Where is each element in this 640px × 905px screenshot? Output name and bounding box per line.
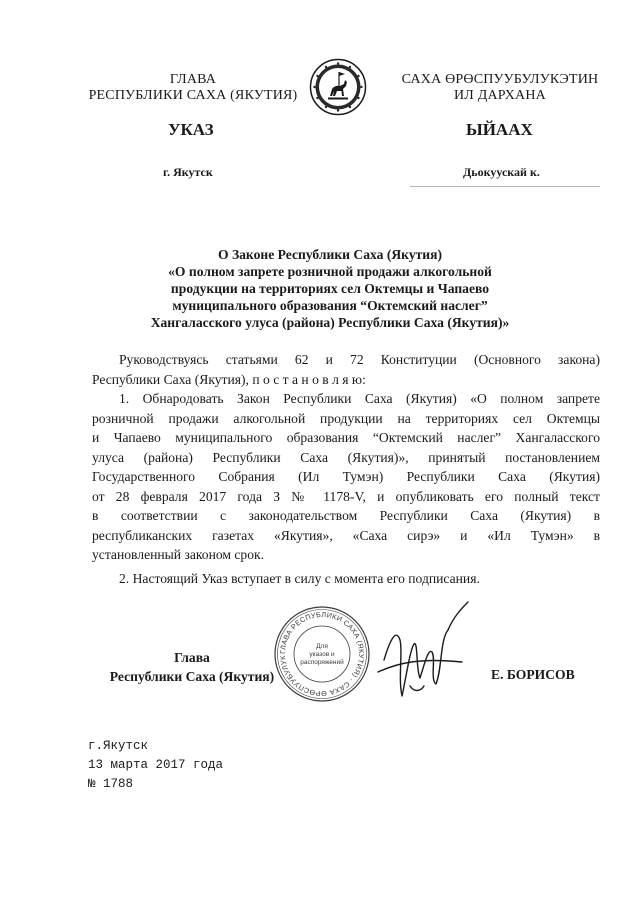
stamp-center-line: распоряжений xyxy=(300,659,344,666)
coat-of-arms-emblem xyxy=(309,58,367,116)
subject-line: О Законе Республики Саха (Якутия) xyxy=(217,247,443,262)
item-1-line: в соответствии с законодательством Республики Саха (Якутия) в xyxy=(92,508,600,523)
item-1-line: и Чапаево муниципального образования “Октемский наслег” Хангаласского xyxy=(92,430,600,445)
intro-paragraph xyxy=(92,350,600,389)
stamp-center-line: указов и xyxy=(309,651,335,658)
subject-line: продукции на территориях сел Октемцы и Чапаево xyxy=(170,281,490,296)
header-left-line1: ГЛАВА xyxy=(169,72,217,87)
intro-line: Руководствуясь статьями 62 и 72 Конституции (Основного закона) xyxy=(119,352,600,367)
item-1-line: 1. Обнародовать Закон Республики Саха (Якутия) «О полном запрете xyxy=(119,391,600,406)
footer-place: г.Якутск xyxy=(88,739,149,753)
handwritten-signature xyxy=(370,600,480,710)
header-left-line2: РЕСПУБЛИКИ САХА (ЯКУТИЯ) xyxy=(88,88,298,103)
item-1-line: установленный законом срок. xyxy=(92,547,265,562)
stamp-center-line: Для xyxy=(316,643,328,650)
subject-line: муниципального образования “Октемский наслег” xyxy=(172,298,488,313)
stamp-ring-text: ГЛАВА РЕСПУБЛИКИ САХА (ЯКУТИЯ) · САХА ӨРӨСПУУБУЛУК xyxy=(277,609,367,699)
signature-title-line1: Глава xyxy=(174,650,210,665)
doc-type-ru: УКАЗ xyxy=(168,120,214,139)
signature-title xyxy=(92,648,292,686)
header-right-line1: САХА ӨРӨСПУУБУЛУКЭТИН xyxy=(401,72,599,87)
item-1-line: улуса (района) Республики Саха (Якутия)», принятый постановлением xyxy=(92,449,600,465)
signatory-name: Е. БОРИСОВ xyxy=(491,667,575,682)
intro-line: Республики Саха (Якутия), п о с т а н о в л я ю: xyxy=(92,371,366,387)
header-right xyxy=(380,72,620,104)
header-right-line2: ИЛ ДАРХАНА xyxy=(453,88,546,103)
decree-subject xyxy=(110,246,550,331)
doc-type-sah: ЫЙААХ xyxy=(466,120,533,139)
header-divider xyxy=(410,186,600,187)
item-2-paragraph xyxy=(92,569,600,589)
subject-line: Хангаласского улуса (района) Республики Саха (Якутия)» xyxy=(150,315,510,330)
signature-title-line2: Республики Саха (Якутия) xyxy=(109,669,275,684)
place-ru: г. Якутск xyxy=(163,165,213,179)
item-1-line: Государственного Собрания (Ил Тумэн) Республики Саха (Якутия) xyxy=(92,469,600,484)
subject-line: «О полном запрете розничной продажи алкогольной xyxy=(168,264,492,279)
item-1-line: розничной продажи алкогольной продукции на территориях сел Октемцы xyxy=(92,410,600,426)
item-1-line: республиканских газетах «Якутия», «Саха сирэ» и «Ил Тумэн» в xyxy=(92,527,600,543)
footer-date: 13 марта 2017 года xyxy=(88,758,224,772)
footer-number: № 1788 xyxy=(88,777,134,791)
place-sah: Дьокуускай к. xyxy=(463,165,540,179)
item-1-paragraph xyxy=(92,389,600,565)
item-1-line: от 28 февраля 2017 года З № 1178-V, и опубликовать его полный текст xyxy=(92,488,600,504)
header-left xyxy=(78,72,308,104)
item-2-line: 2. Настоящий Указ вступает в силу с момента его подписания. xyxy=(119,571,480,586)
footer-block xyxy=(88,737,223,794)
